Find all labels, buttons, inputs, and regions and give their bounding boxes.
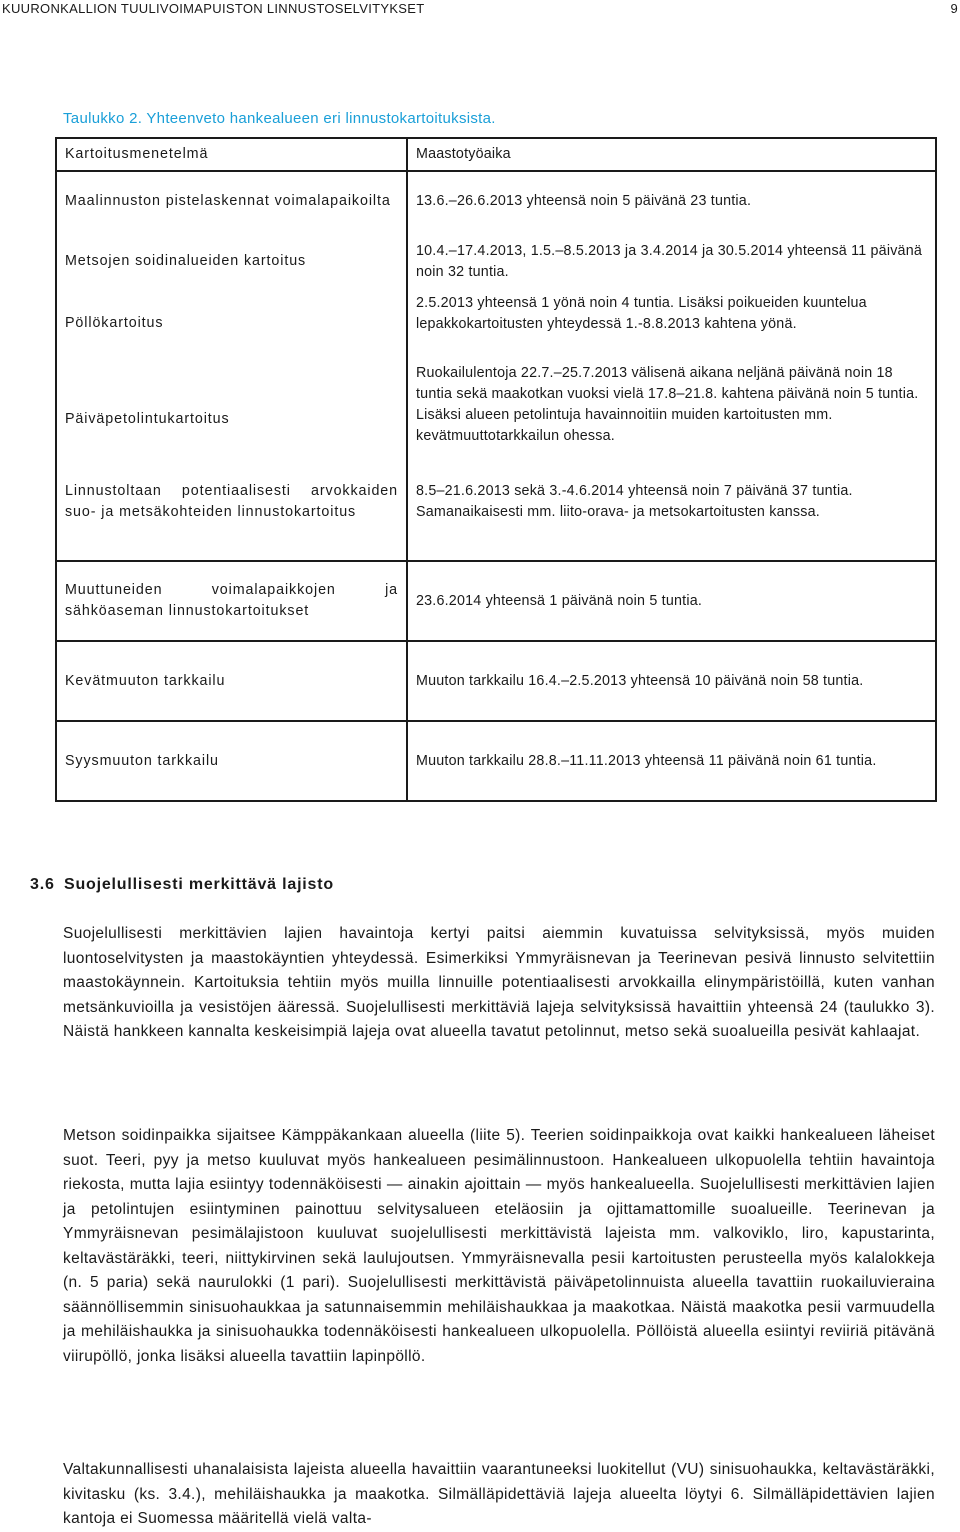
method-cell: Linnustoltaan potentiaalisesti arvokkaiden suo- ja metsäkohteiden linnustokartoitus xyxy=(56,475,407,561)
table-row xyxy=(56,171,936,230)
survey-summary-table xyxy=(55,137,937,802)
paragraph: Suojelullisesti merkittävien lajien havaintoja kertyi paitsi aiemmin kuvatuissa selvityksissä, myös muiden luontoselvitysten ja maastokäyntien yhteydessä. Esimerkiksi Ymmyräisnevan ja Teerinevan pesivä linnusto selvitettiin maastokäynnein. Kartoituksia tehtiin myös muilla linnuille potentiaalisesti arvokkailla elinympäristöillä, kuten vanhan metsänkuvioilla ja vesistöjen ääressä. Suojelullisesti merkittäviä lajeja selvityksissä havaittiin yhteensä 24 (taulukko 3). Näistä hankkeen kannalta keskeisimpiä lajeja ovat alueella tavatut petolinnut, metso sekä suoalueilla pesivät kahlaajat. xyxy=(63,925,935,1040)
time-cell: 10.4.–17.4.2013, 1.5.–8.5.2013 ja 3.4.2014 ja 30.5.2014 yhteensä 11 päivänä noin 32 tuntia. xyxy=(407,230,936,293)
method-cell: Metsojen soidinalueiden kartoitus xyxy=(56,230,407,293)
time-cell: Muuton tarkkailu 16.4.–2.5.2013 yhteensä 10 päivänä noin 58 tuntia. xyxy=(407,641,936,721)
table-row xyxy=(56,561,936,641)
method-cell: Pöllökartoitus xyxy=(56,293,407,363)
method-cell: Syysmuuton tarkkailu xyxy=(56,721,407,801)
method-cell: Muuttuneiden voimalapaikkojen ja sähköaseman linnustokartoitukset xyxy=(56,561,407,641)
column-header-method: Kartoitusmenetelmä xyxy=(56,138,407,171)
method-cell: Maalinnuston pistelaskennat voimalapaikoilta xyxy=(56,171,407,230)
time-cell: 23.6.2014 yhteensä 1 päivänä noin 5 tuntia. xyxy=(407,561,936,641)
time-cell: Ruokailulentoja 22.7.–25.7.2013 välisenä aikana neljänä päivänä noin 18 tuntia sekä maakotkan vuoksi vielä 17.8–21.8. kahtena päivänä noin 5 tuntia. Lisäksi alueen petolintuja havainnoitiin muiden kartoitusten mm. kevätmuuttotarkkailun ohessa. xyxy=(407,363,936,475)
table-row xyxy=(56,230,936,293)
page-number: 9 xyxy=(950,1,958,16)
table-row xyxy=(56,293,936,363)
section-title: Suojelullisesti merkittävä lajisto xyxy=(64,876,334,893)
time-cell: 8.5–21.6.2013 sekä 3.-4.6.2014 yhteensä noin 7 päivänä 37 tuntia. Samanaikaisesti mm. liito-orava- ja metsokartoitusten kanssa. xyxy=(407,475,936,561)
table-header-row xyxy=(56,138,936,171)
running-header xyxy=(0,0,960,20)
paragraph: Valtakunnallisesti uhanalaisista lajeista alueella havaittiin vaarantuneeksi luokitellut (VU) sinisuohaukka, keltavästäräkki, kivitasku (ks. 3.4.), mehiläishaukka ja maakotka. Silmälläpidettäviä lajeja alueelta löytyi 6. Silmälläpidettävien lajien kantoja ei Suomessa määritellä vielä valta- xyxy=(63,1461,935,1527)
method-cell: Päiväpetolintukartoitus xyxy=(56,363,407,475)
time-cell: 13.6.–26.6.2013 yhteensä noin 5 päivänä 23 tuntia. xyxy=(407,171,936,230)
table-row xyxy=(56,721,936,801)
table-row xyxy=(56,363,936,475)
table-caption: Taulukko 2. Yhteenveto hankealueen eri linnustokartoituksista. xyxy=(63,110,496,127)
time-cell: 2.5.2013 yhteensä 1 yönä noin 4 tuntia. Lisäksi poikueiden kuuntelua lepakkokartoitusten yhteydessä 1.-8.8.2013 kahtena yönä. xyxy=(407,293,936,363)
table-row xyxy=(56,475,936,561)
time-cell: Muuton tarkkailu 28.8.–11.11.2013 yhteensä 11 päivänä noin 61 tuntia. xyxy=(407,721,936,801)
column-header-time: Maastotyöaika xyxy=(407,138,936,171)
table-row xyxy=(56,641,936,721)
document-title: KUURONKALLION TUULIVOIMAPUISTON LINNUSTOSELVITYKSET xyxy=(2,1,425,16)
method-cell: Kevätmuuton tarkkailu xyxy=(56,641,407,721)
paragraph: Metson soidinpaikka sijaitsee Kämppäkankaan alueella (liite 5). Teerien soidinpaikkoja ovat kaikki hankealueen läheiset suot. Teeri, pyy ja metso kuuluvat myös hankealueen pesimälinnustoon. Hankealueen ulkopuolella tehtiin havaintoja riekosta, mutta lajia esiintyy todennäköisesti — ainakin ajoittain — myös hankealueella. Suojelullisesti merkittävien lajien ja petolintujen esiintyminen painottuu selvitysalueen eteläosiin ja ojittamattomille suoalueille. Teerinevan ja Ymmyräisnevan pesimälajistoon kuuluvat suojelullisesti merkittävistä lajeista mm. valkoviklo, liro, kapustarinta, keltavästäräkki, teeri, niittykirvinen sekä laulujoutsen. Ymmyräisnevalla pesii kartoitusten perusteella myös kalalokkeja (n. 5 paria) sekä naurulokki (1 pari). Suojelullisesti merkittävistä päiväpetolinnuista alueella tavattiin ruokailuvieraina säännöllisemmin sinisuohaukkaa ja satunnaisemmin mehiläishaukkaa ja maakotkaa. Näistä maakotka pesii varmuudella ja mehiläishaukka ja sinisuohaukka todennäköisesti hankealueen ulkopuolella. Pöllöistä alueella esiintyi reviiriä pitävänä viirupöllö, jonka lisäksi alueella tavattiin lapinpöllö. xyxy=(63,1127,935,1365)
section-number: 3.6 xyxy=(30,876,55,893)
section-heading xyxy=(30,876,334,894)
